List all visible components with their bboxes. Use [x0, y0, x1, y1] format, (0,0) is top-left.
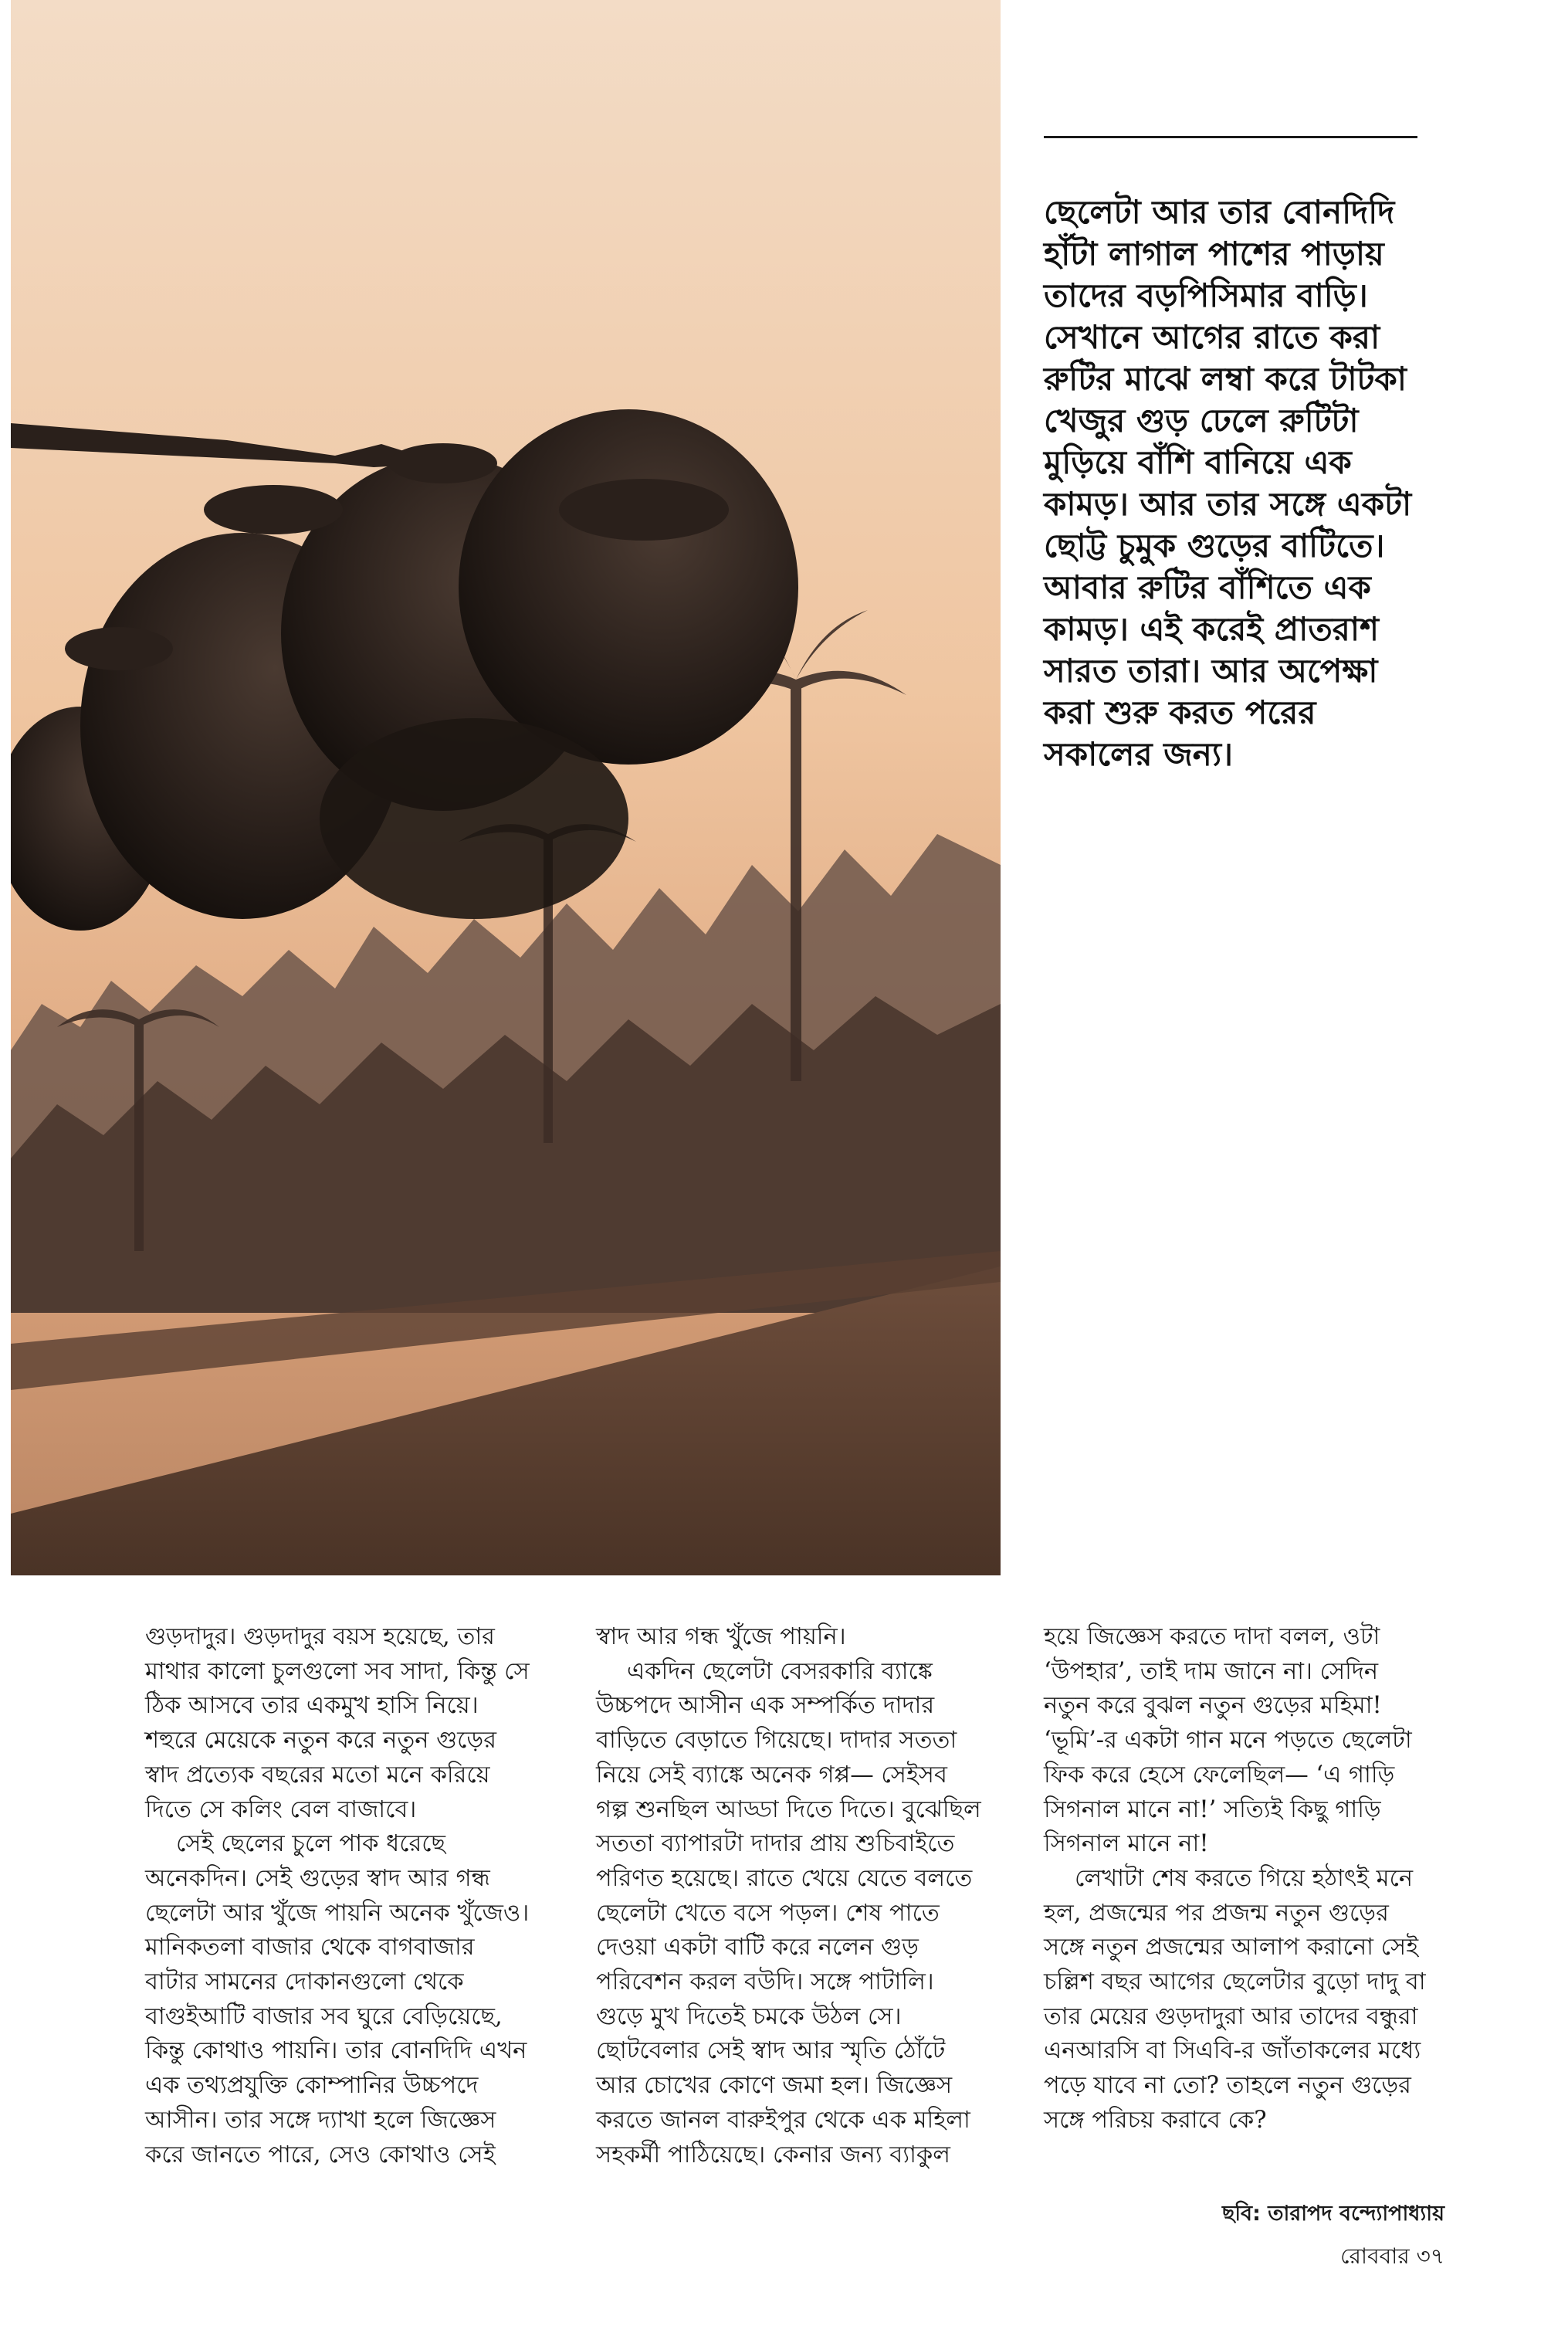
- body-line: দেওয়া একটা বাটি করে নলেন গুড়: [596, 1934, 919, 1962]
- body-line: সঙ্গে পরিচয় করাবে কে?: [1044, 2106, 1267, 2134]
- body-line: করতে জানল বারুইপুর থেকে এক মহিলা: [596, 2106, 970, 2134]
- body-line: নিয়ে সেই ব্যাঙ্কে অনেক গপ্প— সেইসব: [596, 1761, 947, 1789]
- body-line: গুড়ে মুখ দিতেই চমকে উঠল সে।: [596, 2002, 902, 2030]
- pullquote-line: ছেলেটা আর তার বোনদিদি: [1044, 193, 1395, 231]
- body-line: নতুন করে বুঝল নতুন গুড়ের মহিমা!: [1044, 1692, 1382, 1720]
- body-line: তার মেয়ের গুড়দাদুরা আর তাদের বন্ধুরা: [1044, 2002, 1418, 2030]
- pullquote-line: সকালের জন্য।: [1044, 735, 1234, 773]
- hero-photo: [11, 0, 1001, 1575]
- body-line: ছেলেটা আর খুঁজে পায়নি অনেক খুঁজেও।: [145, 1899, 530, 1927]
- body-line: হয়ে জিজ্ঞেস করতে দাদা বলল, ওটা: [1044, 1623, 1380, 1650]
- body-line: সিগনাল মানে না!’ সত্যিই কিছু গাড়ি: [1044, 1795, 1381, 1823]
- pullquote-line: হাঁটা লাগাল পাশের পাড়ায়: [1044, 235, 1384, 273]
- body-line: পরিণত হয়েছে। রাতে খেয়ে যেতে বলতে: [596, 1864, 973, 1892]
- pull-quote: [1044, 192, 1507, 775]
- body-line: বাটার সামনের দোকানগুলো থেকে: [145, 1968, 464, 1996]
- pullquote-line: সারত তারা। আর অপেক্ষা: [1044, 652, 1378, 690]
- pullquote-line: তাদের বড়পিসিমার বাড়ি।: [1044, 276, 1368, 314]
- body-column-3: [1044, 1620, 1476, 2138]
- body-line: এক তথ্যপ্রযুক্তি কোম্পানির উচ্চপদে: [145, 2072, 479, 2100]
- body-line: মাথার কালো চুলগুলো সব সাদা, কিন্তু সে: [145, 1657, 530, 1685]
- body-line: ছোটবেলার সেই স্বাদ আর স্মৃতি ঠোঁটে: [596, 2037, 946, 2065]
- body-line: মানিকতলা বাজার থেকে বাগবাজার: [145, 1934, 475, 1962]
- body-line: ঠিক আসবে তার একমুখ হাসি নিয়ে।: [145, 1692, 479, 1720]
- body-line: চল্লিশ বছর আগের ছেলেটার বুড়ো দাদু বা: [1044, 1968, 1426, 1996]
- pullquote-line: সেখানে আগের রাতে করা: [1044, 318, 1380, 356]
- pullquote-line: রুটির মাঝে লম্বা করে টাটকা: [1044, 360, 1407, 398]
- body-line: হল, প্রজন্মের পর প্রজন্ম নতুন গুড়ের: [1044, 1899, 1389, 1927]
- body-line: সেই ছেলের চুলে পাক ধরেছে: [176, 1830, 445, 1858]
- pullquote-line: কামড়। আর তার সঙ্গে একটা: [1044, 485, 1412, 523]
- body-line: সিগনাল মানে না!: [1044, 1830, 1209, 1858]
- body-line: আসীন। তার সঙ্গে দ্যাখা হলে জিজ্ঞেস: [145, 2106, 496, 2134]
- photo-credit: ছবি: তারাপদ বন্দ্যোপাধ্যায়: [1221, 2202, 1444, 2226]
- body-line: সঙ্গে নতুন প্রজন্মের আলাপ করানো সেই: [1044, 1934, 1419, 1962]
- body-line: ছেলেটা খেতে বসে পড়ল। শেষ পাতে: [596, 1899, 940, 1927]
- body-line: আর চোখের কোণে জমা হল। জিজ্ঞেস: [596, 2072, 953, 2100]
- body-line: গুড়দাদুর। গুড়দাদুর বয়স হয়েছে, তার: [145, 1623, 495, 1650]
- body-line: দিতে সে কলিং বেল বাজাবে।: [145, 1795, 417, 1823]
- body-line: একদিন ছেলেটা বেসরকারি ব্যাঙ্কে: [627, 1657, 933, 1685]
- body-line: অনেকদিন। সেই গুড়ের স্বাদ আর গন্ধ: [145, 1864, 490, 1892]
- body-line: ফিক করে হেসে ফেলেছিল— ‘এ গাড়ি: [1044, 1761, 1395, 1789]
- pullquote-line: আবার রুটির বাঁশিতে এক: [1044, 568, 1371, 606]
- body-line: এনআরসি বা সিএবি-র জাঁতাকলের মধ্যে: [1044, 2037, 1421, 2065]
- date-palm-sap-pots-photo: [11, 0, 1001, 1575]
- pullquote-line: কামড়। এই করেই প্রাতরাশ: [1044, 610, 1379, 648]
- body-line: উচ্চপদে আসীন এক সম্পর্কিত দাদার: [596, 1692, 935, 1720]
- pullquote-line: খেজুর গুড় ঢেলে রুটিটা: [1044, 402, 1359, 439]
- pullquote-line: করা শুরু করত পরের: [1044, 693, 1316, 731]
- body-line: বাড়িতে বেড়াতে গিয়েছে। দাদার সততা: [596, 1727, 957, 1755]
- body-line: সহকর্মী পাঠিয়েছে। কেনার জন্য ব্যাকুল: [596, 2141, 950, 2168]
- body-column-1: [145, 1620, 577, 2172]
- body-line: কিন্তু কোথাও পায়নি। তার বোনদিদি এখন: [145, 2037, 527, 2065]
- body-line: পরিবেশন করল বউদি। সঙ্গে পাটালি।: [596, 1968, 934, 1996]
- body-line: ‘ভূমি’-র একটা গান মনে পড়তে ছেলেটা: [1044, 1727, 1412, 1755]
- body-line: স্বাদ আর গন্ধ খুঁজে পায়নি।: [596, 1623, 846, 1650]
- page-folio: রোববার ৩৭: [1340, 2243, 1444, 2269]
- pullquote-line: ছোট্ট চুমুক গুড়ের বাটিতে।: [1044, 527, 1385, 565]
- body-line: শহুরে মেয়েকে নতুন করে নতুন গুড়ের: [145, 1727, 496, 1755]
- body-line: স্বাদ প্রত্যেক বছরের মতো মনে করিয়ে: [145, 1761, 490, 1789]
- body-line: লেখাটা শেষ করতে গিয়ে হঠাৎই মনে: [1075, 1864, 1414, 1892]
- pullquote-line: মুড়িয়ে বাঁশি বানিয়ে এক: [1044, 443, 1352, 481]
- body-line: পড়ে যাবে না তো? তাহলে নতুন গুড়ের: [1044, 2072, 1411, 2100]
- body-line: ‘উপহার’, তাই দাম জানে না। সেদিন: [1044, 1657, 1379, 1685]
- body-column-2: [596, 1620, 990, 2172]
- body-line: বাগুইআটি বাজার সব ঘুরে বেড়িয়েছে,: [145, 2002, 503, 2030]
- body-line: সততা ব্যাপারটা দাদার প্রায় শুচিবাইতে: [596, 1830, 955, 1858]
- body-line: করে জানতে পারে, সেও কোথাও সেই: [145, 2141, 496, 2168]
- body-line: গল্প শুনছিল আড্ডা দিতে দিতে। বুঝেছিল: [596, 1795, 981, 1823]
- pullquote-rule: [1044, 136, 1417, 138]
